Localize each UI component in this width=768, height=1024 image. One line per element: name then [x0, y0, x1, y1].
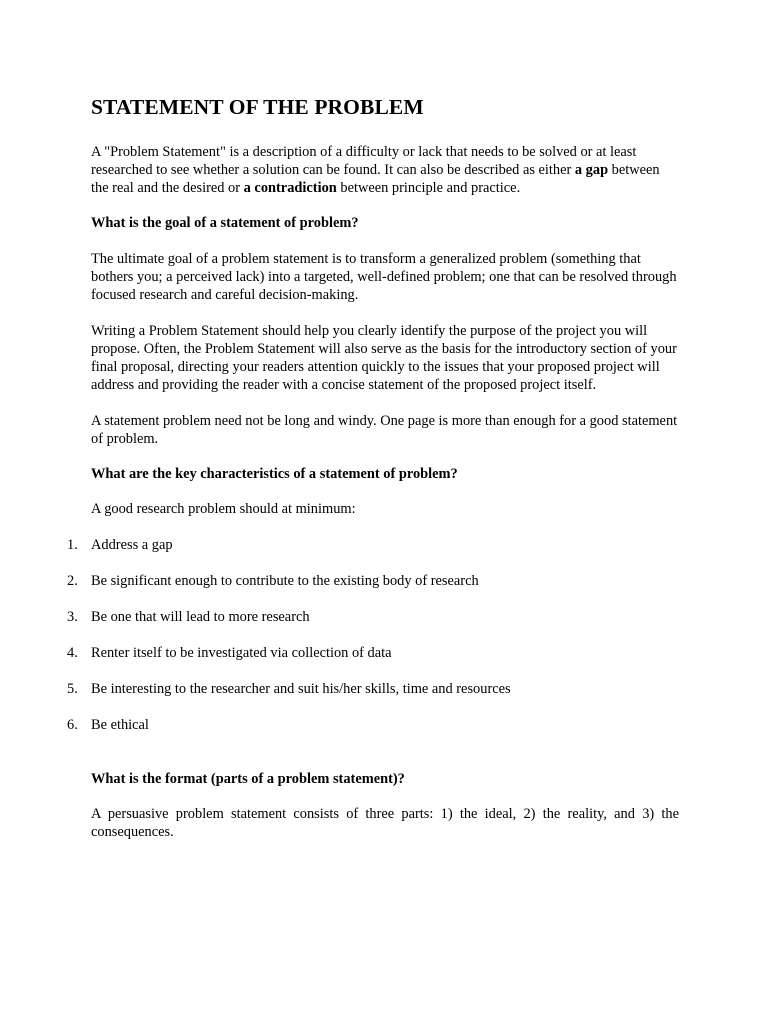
- goal-heading: What is the goal of a statement of problem?: [91, 215, 359, 231]
- format-paragraph: A persuasive problem statement consists of three parts: 1) the ideal, 2) the reality, and 3) the consequences.: [91, 806, 679, 840]
- list-item: [67, 608, 679, 626]
- minimum-intro: A good research problem should at minimum:: [91, 501, 356, 517]
- intro-bold-gap: a gap: [574, 162, 609, 178]
- intro-bold-contradiction: a contradiction: [243, 180, 337, 196]
- list-text: Be significant enough to contribute to the existing body of research: [91, 573, 479, 589]
- intro-paragraph: [91, 143, 679, 197]
- writing-paragraph: Writing a Problem Statement should help you clearly identify the purpose of the project you will propose. Often, the Problem Statement will also serve as the basis for the introductory section of your final proposal, directing your readers attention quickly to the issues that your proposed project will address and providing the reader with a concise statement of the proposed project itself.: [91, 323, 677, 393]
- intro-text-3: between principle and practice.: [336, 180, 521, 196]
- list-item: [67, 716, 679, 734]
- list-number: 4.: [67, 645, 78, 661]
- list-number: 1.: [67, 537, 78, 553]
- length-paragraph: A statement problem need not be long and windy. One page is more than enough for a good statement of problem.: [91, 413, 678, 447]
- list-text: Be interesting to the researcher and suit his/her skills, time and resources: [91, 681, 511, 697]
- goal-paragraph: The ultimate goal of a problem statement is to transform a generalized problem (something that bothers you; a perceived lack) into a targeted, well-defined problem; one that can be resolved through focused research and careful decision-making.: [91, 251, 677, 303]
- list-item: [67, 644, 679, 662]
- document-page: [67, 94, 679, 841]
- list-item: [67, 680, 679, 698]
- list-number: 3.: [67, 609, 78, 625]
- list-number: 5.: [67, 681, 78, 697]
- list-item: [67, 536, 679, 554]
- characteristics-list: [67, 536, 679, 734]
- format-heading: What is the format (parts of a problem statement)?: [91, 771, 405, 787]
- list-text: Be one that will lead to more research: [91, 609, 310, 625]
- document-title: STATEMENT OF THE PROBLEM: [91, 95, 424, 119]
- characteristics-heading: What are the key characteristics of a statement of problem?: [91, 466, 458, 482]
- list-text: Address a gap: [91, 537, 173, 553]
- list-text: Renter itself to be investigated via collection of data: [91, 645, 392, 661]
- list-item: [67, 572, 679, 590]
- intro-text-1: A "Problem Statement" is a description of a difficulty or lack that needs to be solved or at least researched to see whether a solution can be found. It can also be described as either: [91, 144, 637, 178]
- list-text: Be ethical: [91, 717, 149, 733]
- intro-text-2: between the real and the desired or: [91, 162, 660, 196]
- list-number: 2.: [67, 573, 78, 589]
- list-number: 6.: [67, 717, 78, 733]
